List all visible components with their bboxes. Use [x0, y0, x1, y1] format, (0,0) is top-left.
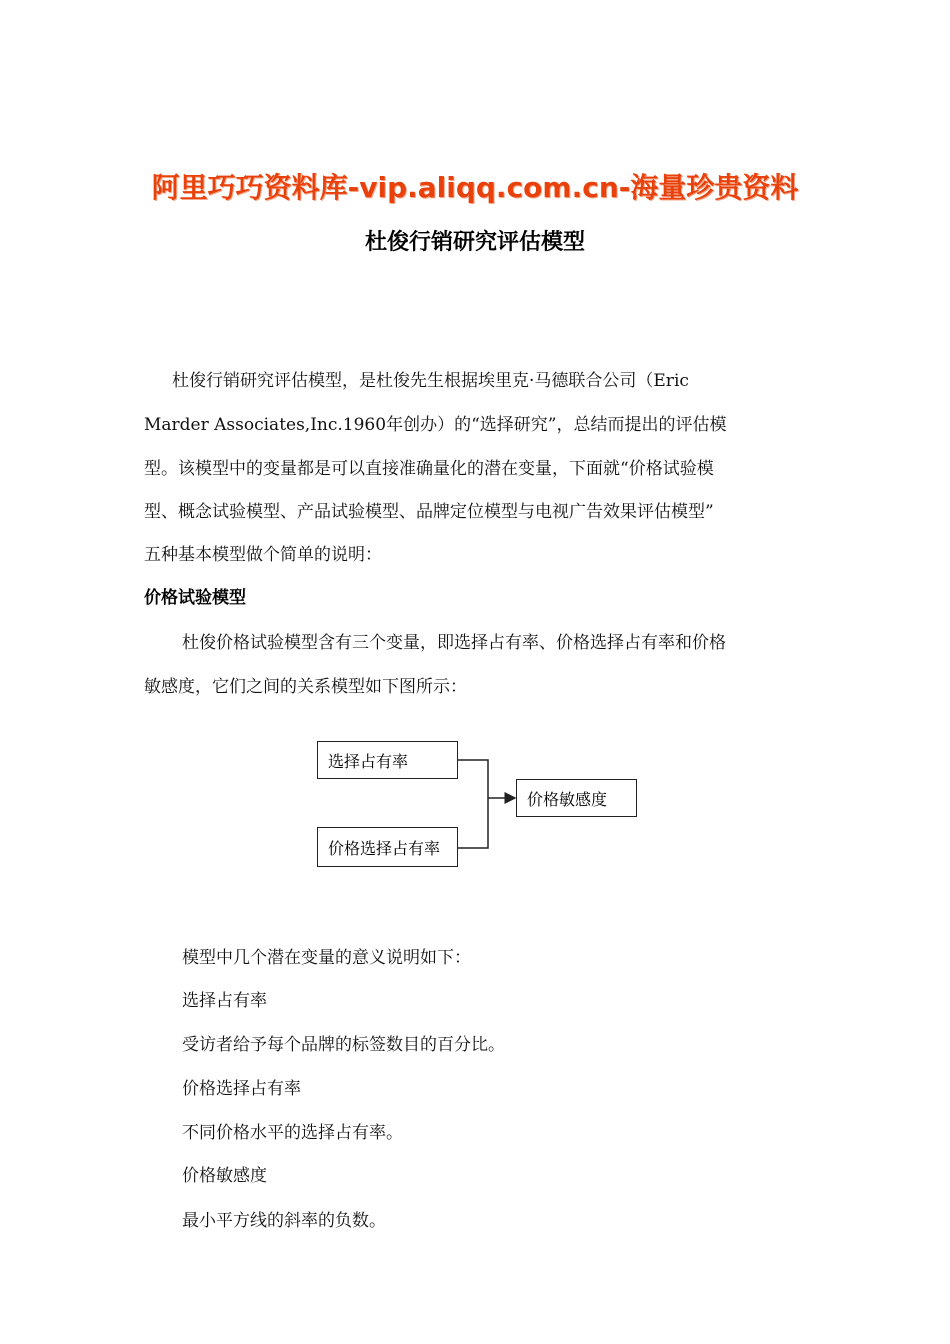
- intro-line-4: 型、概念试验模型、产品试验模型、品牌定位模型与电视广告效果评估模型”: [144, 502, 714, 522]
- intro-line-5: 五种基本模型做个简单的说明：: [144, 545, 382, 565]
- intro-line-2: Marder Associates,Inc.1960年创办）的“选择研究”，总结而提出的评估模: [144, 415, 727, 435]
- section-heading-price-test: 价格试验模型: [144, 588, 246, 608]
- definition-price-sensitivity: 最小平方线的斜率的负数。: [182, 1211, 386, 1231]
- node-price-sensitivity: 价格敏感度: [516, 779, 637, 817]
- term-choice-share: 选择占有率: [182, 991, 267, 1011]
- term-price-sensitivity: 价格敏感度: [182, 1166, 267, 1186]
- relationship-diagram: [300, 730, 660, 880]
- intro-line-3: 型。该模型中的变量都是可以直接准确量化的潜在变量，下面就“价格试验模: [144, 459, 714, 479]
- node-choice-share: 选择占有率: [317, 741, 458, 779]
- definition-price-choice-share: 不同价格水平的选择占有率。: [182, 1123, 403, 1143]
- node-price-choice-share: 价格选择占有率: [317, 827, 458, 867]
- definition-choice-share: 受访者给予每个品牌的标签数目的百分比。: [182, 1035, 505, 1055]
- intro-line-1: 杜俊行销研究评估模型，是杜俊先生根据埃里克·马德联合公司（Eric: [172, 371, 689, 391]
- section-body-line-2: 敏感度，它们之间的关系模型如下图所示：: [144, 677, 467, 697]
- section-body-line-1: 杜俊价格试验模型含有三个变量，即选择占有率、价格选择占有率和价格: [182, 633, 726, 653]
- explanation-lead: 模型中几个潜在变量的意义说明如下：: [182, 948, 471, 968]
- bracket-connector: [458, 760, 488, 848]
- term-price-choice-share: 价格选择占有率: [182, 1079, 301, 1099]
- watermark-banner: 阿里巧巧资料库-vip.aliqq.com.cn-海量珍贵资料: [151, 171, 799, 204]
- document-title: 杜俊行销研究评估模型: [364, 230, 585, 255]
